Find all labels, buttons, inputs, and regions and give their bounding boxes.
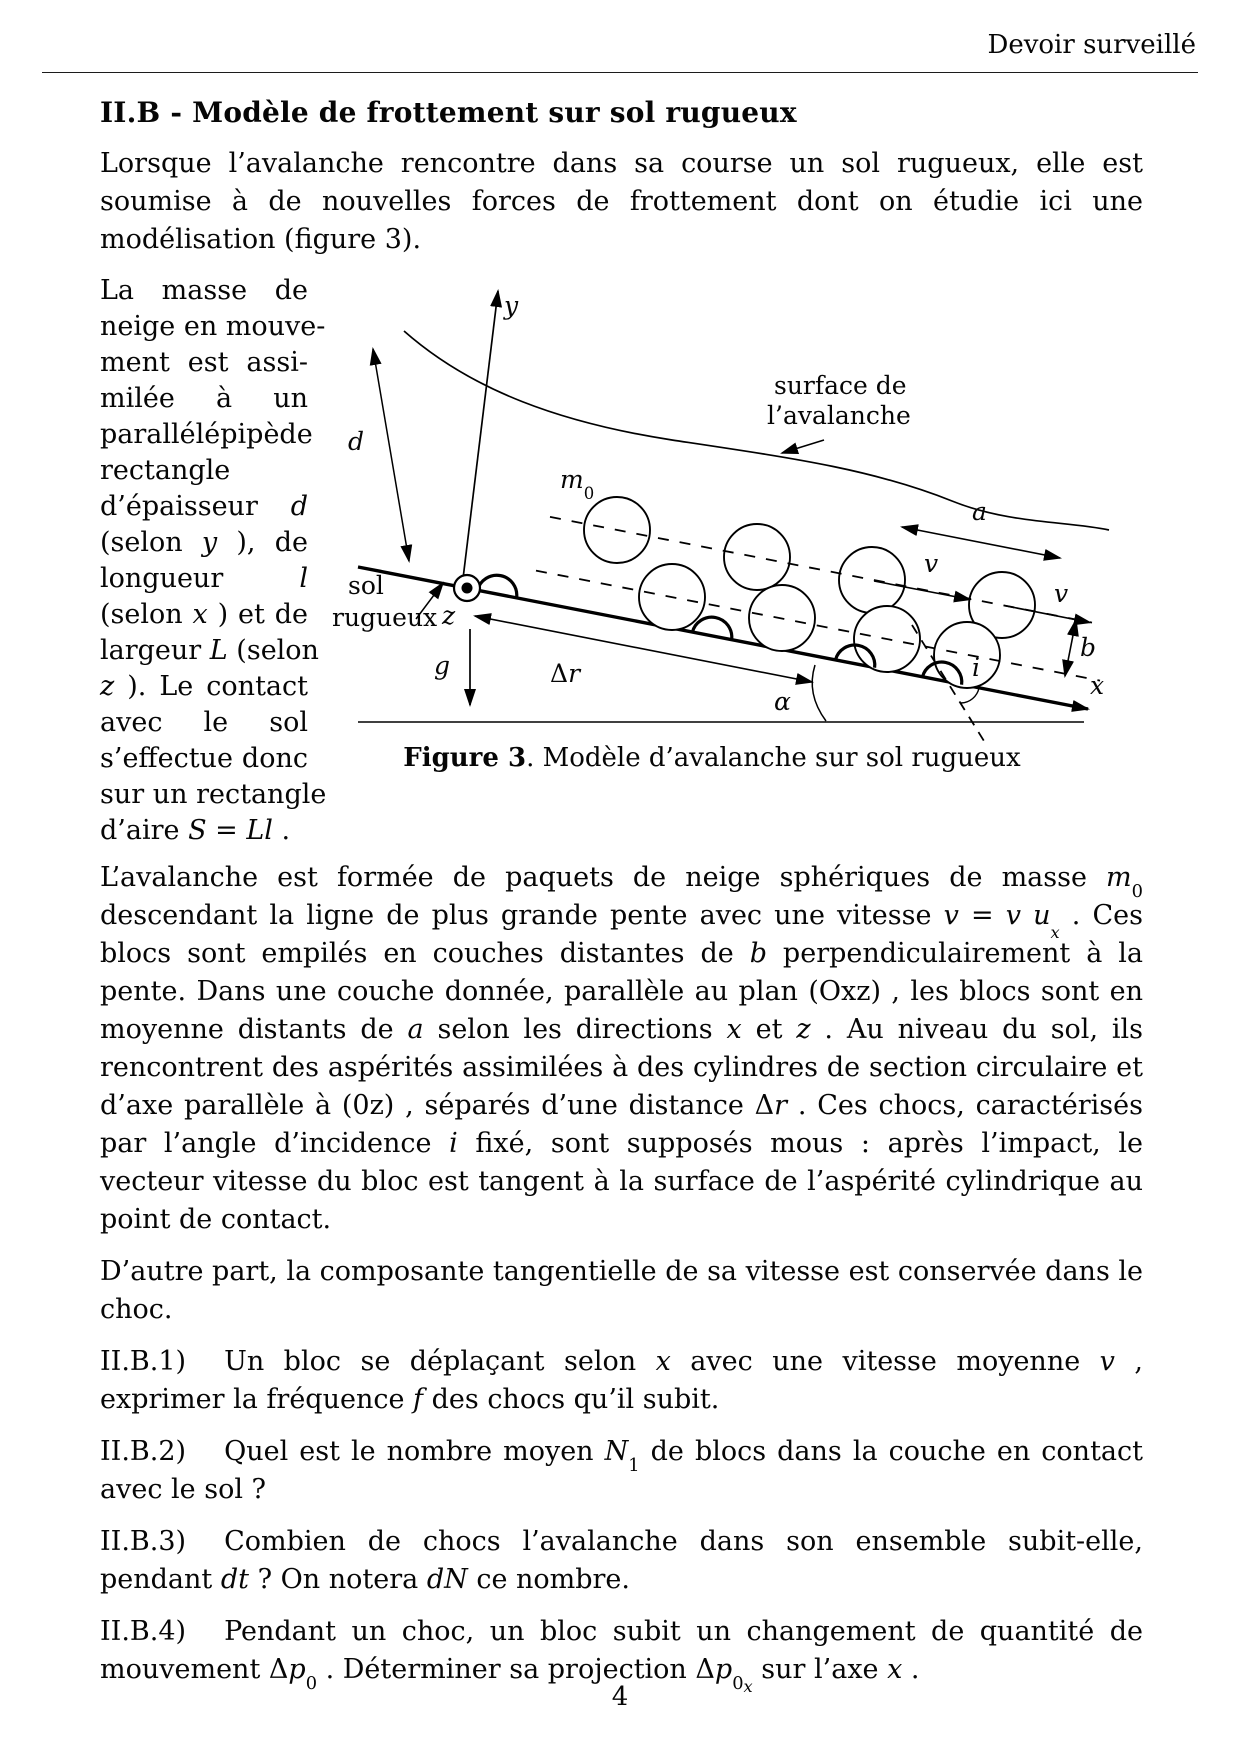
side-column-line: d’aire S = Ll .	[100, 815, 291, 846]
figure-label-sol: sol	[348, 571, 384, 600]
b-spacing-arrow	[1065, 620, 1076, 676]
side-column-line: (selon y ), de	[100, 527, 309, 558]
side-column	[100, 273, 327, 849]
figure-caption-text: . Modèle d’avalanche sur sol rugueux	[526, 743, 1021, 773]
y-axis	[462, 291, 498, 587]
side-column-line: d’épaisseur d	[100, 491, 308, 522]
question-text: Quel est le nombre moyen $N_1$ de blocs dans la couche en contact avec le sol ?	[100, 1436, 1143, 1505]
header-title: Devoir surveillé	[987, 30, 1196, 60]
figure-label-alpha: α	[774, 687, 791, 716]
side-column-line: parallélépipède	[100, 419, 313, 450]
side-column-line: milée à un	[100, 383, 308, 414]
question-label: II.B.3)	[100, 1526, 187, 1557]
figure-label-g: g	[434, 651, 451, 680]
side-column-line: rectangle	[100, 455, 231, 486]
avalanche-figure	[312, 273, 1112, 741]
header-divider	[42, 72, 1198, 73]
question-text: Pendant un choc, un bloc subit un changement de quantité de mouvement $\Delta p_0$ . Déterminer sa projection $\Delta p_{0x}$ sur l’axe x .	[100, 1616, 1143, 1696]
z-axis-origin-marker	[454, 575, 480, 601]
figure-box	[312, 273, 1112, 773]
question-1	[100, 1343, 1143, 1419]
question-2	[100, 1433, 1143, 1509]
figure-label-a: a	[972, 497, 987, 526]
side-column-line: ment est assi-	[100, 347, 308, 378]
body-paragraph: L’avalanche est formée de paquets de neige sphériques de masse $m_0$ descendant la ligne de plus grande pente avec une vitesse v = v $u_x$ . Ces blocs sont empilés en couches distantes de b perpendiculairement à la pente. Dans une couche donnée, parallèle au plan (Oxz) , les blocs sont en moyenne distants de a selon les directions x et z . Au niveau du sol, ils rencontrent des aspérités assimilées à des cylindres de section circulaire et d’axe parallèle à (0z) , séparés d’une distance Δr . Ces chocs, caractérisés par l’angle d’incidence i fixé, sont supposés mous : après l’impact, le vecteur vitesse du bloc est tangent à la surface de l’aspérité cylindrique au point de contact.	[100, 862, 1144, 1235]
figure-label-v2: v	[1054, 579, 1069, 608]
figure-label-x: x	[1090, 671, 1105, 700]
intro-paragraph: Lorsque l’avalanche rencontre dans sa course un sol rugueux, elle est soumise à de nouvelles forces de frottement dont on étudie ici une modélisation (figure 3).	[100, 148, 1143, 255]
section-title: II.B - Modèle de frottement sur sol rugueux	[100, 96, 797, 129]
body-paragraph: D’autre part, la composante tangentielle de sa vitesse est conservée dans le choc.	[100, 1256, 1143, 1325]
alpha-angle-arc	[812, 665, 826, 721]
figure-caption-label: Figure 3	[403, 743, 527, 773]
avalanche-surface-curve	[404, 331, 1109, 530]
side-column-line: (selon x ) et de	[100, 599, 309, 630]
figure-label-m0: $m_0$	[560, 465, 595, 503]
figure-label-d: d	[348, 427, 365, 456]
question-text: Un bloc se déplaçant selon x avec une vitesse moyenne v , exprimer la fréquence f des chocs qu’il subit.	[100, 1346, 1143, 1415]
incidence-angle-arc	[961, 688, 979, 703]
side-column-line: avec le sol	[100, 707, 308, 738]
figure-label-z: z	[442, 601, 456, 630]
figure-label-delta-r: Δr	[550, 659, 581, 688]
question-label: II.B.4)	[100, 1616, 187, 1647]
side-column-line: z ). Le contact	[100, 671, 308, 702]
page-content	[100, 96, 1143, 1703]
d-measure-arrow	[373, 349, 409, 561]
question-4	[100, 1613, 1143, 1696]
figure-label-surface-1: surface de	[774, 371, 907, 400]
side-column-line: longueur l	[100, 563, 308, 594]
figure-label-v1: v	[924, 549, 939, 578]
page-number: 4	[611, 1682, 629, 1712]
question-text: Combien de chocs l’avalanche dans son ensemble subit-elle, pendant dt ? On notera dN ce nombre.	[100, 1526, 1143, 1595]
side-column-line: neige en mouve-	[100, 311, 326, 342]
snow-block	[839, 547, 905, 613]
side-column-line: largeur L (selon	[100, 635, 319, 666]
figure-label-y: y	[504, 291, 519, 320]
question-3	[100, 1523, 1143, 1599]
question-label: II.B.2)	[100, 1436, 187, 1467]
question-label: II.B.1)	[100, 1346, 187, 1377]
figure-row	[100, 273, 1143, 849]
figure-label-i: i	[972, 653, 980, 682]
side-column-line: s’effectue donc	[100, 743, 308, 774]
figure-label-rugueux: rugueux	[332, 603, 438, 632]
figure-label-surface-2: l’avalanche	[767, 401, 911, 430]
snow-block	[724, 524, 790, 590]
surface-pointer-arrow	[782, 440, 824, 453]
figure-label-b: b	[1080, 633, 1097, 662]
figure-caption	[312, 743, 1112, 773]
side-column-line: La masse de	[100, 275, 308, 306]
side-column-line: sur un rectangle	[100, 779, 327, 810]
